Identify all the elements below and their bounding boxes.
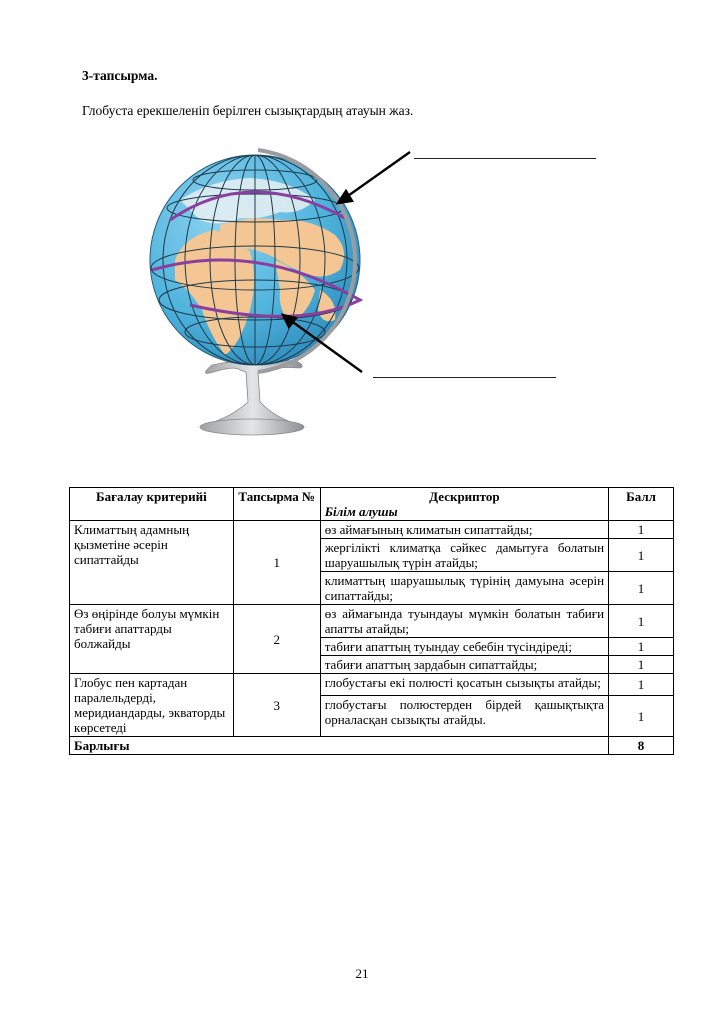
globe-illustration: [140, 140, 620, 440]
task-no-cell: 1: [233, 521, 320, 605]
task-title: 3-тапсырма.: [82, 68, 158, 83]
task-no-cell: 3: [233, 674, 320, 737]
score-cell: 1: [609, 521, 674, 539]
score-cell: 1: [609, 696, 674, 737]
table-row: [70, 674, 674, 696]
score-cell: 1: [609, 572, 674, 605]
score-cell: 1: [609, 674, 674, 696]
header-criterion: Бағалау критерийі: [70, 488, 234, 521]
score-cell: 1: [609, 605, 674, 638]
total-label: Барлығы: [70, 737, 609, 755]
descriptor-cell: табиғи апаттың зардабын сипаттайды;: [320, 656, 608, 674]
descriptor-cell: жергілікті климатқа сәйкес дамытуға болатын шаруашылық түрін атайды;: [320, 539, 608, 572]
header-descriptor-sub: Білім алушы: [324, 504, 398, 519]
upper-arrow: [345, 152, 410, 198]
descriptor-cell: өз аймағының климатын сипаттайды;: [320, 521, 608, 539]
descriptor-cell: өз аймағында туындауы мүмкін болатын табиғи апатты атайды;: [320, 605, 608, 638]
task-no-cell: 2: [233, 605, 320, 674]
header-descriptor: [320, 488, 608, 521]
globe-figure: [140, 140, 620, 440]
score-cell: 1: [609, 539, 674, 572]
page-number: 21: [355, 966, 369, 981]
assessment-table: [69, 487, 674, 755]
header-score: Балл: [609, 488, 674, 521]
score-cell: 1: [609, 638, 674, 656]
criterion-cell: Глобус пен картадан паралельдерді, меридиандарды, экваторды көрсетеді: [70, 674, 234, 737]
total-row: [70, 737, 674, 755]
header-task-no: Тапсырма №: [233, 488, 320, 521]
table-row: [70, 605, 674, 638]
table-header-row: [70, 488, 674, 521]
globe: [150, 150, 360, 372]
criterion-cell: Өз өңірінде болуы мүмкін табиғи апаттарды болжайды: [70, 605, 234, 674]
descriptor-cell: глобустағы екі полюсті қосатын сызықты атайды;: [320, 674, 608, 696]
criterion-cell: Климаттың адамның қызметіне әсерін сипаттайды: [70, 521, 234, 605]
header-descriptor-title: Дескриптор: [429, 489, 500, 504]
answer-line-bottom[interactable]: [373, 377, 556, 378]
answer-line-top[interactable]: [414, 158, 596, 159]
globe-stand: [200, 359, 304, 435]
descriptor-cell: табиғи апаттың туындау себебін түсіндіреді;: [320, 638, 608, 656]
descriptor-cell: климаттың шаруашылық түрінің дамуына әсерін сипаттайды;: [320, 572, 608, 605]
score-cell: 1: [609, 656, 674, 674]
total-score: 8: [609, 737, 674, 755]
task-instruction: Глобуста ерекшеленіп берілген сызықтардың атауын жаз.: [82, 103, 414, 118]
descriptor-cell: глобустағы полюстерден бірдей қашықтықта орналасқан сызықты атайды.: [320, 696, 608, 737]
table-row: [70, 521, 674, 539]
